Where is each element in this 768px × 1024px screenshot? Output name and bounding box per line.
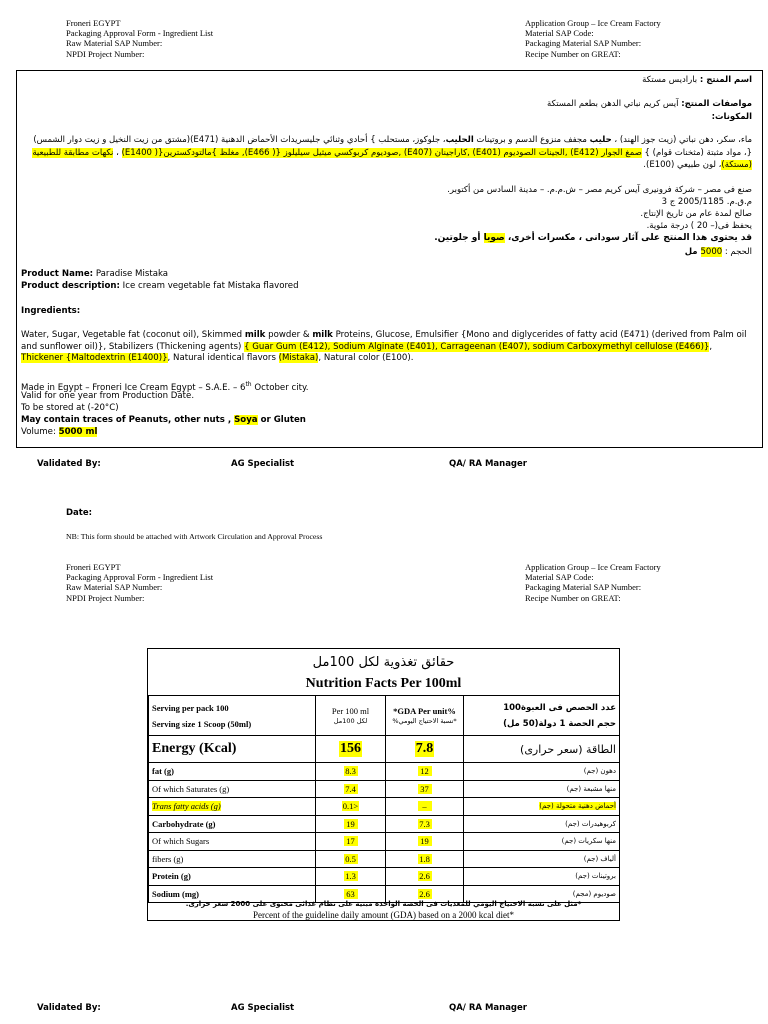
col-gda <box>386 696 464 736</box>
nutrient-label-ar: منها مشبعة (جم) <box>566 784 616 793</box>
nutrient-row <box>149 833 620 851</box>
nutrient-label-ar: كربوهيدرات (جم) <box>565 819 616 828</box>
en-product-name-value: Paradise Mistaka <box>93 269 169 279</box>
nutrient-value: 8.3 <box>345 766 356 777</box>
nutrient-label-ar-cell <box>464 850 620 868</box>
nutrient-label-en-cell <box>149 763 316 781</box>
nutrient-label-en: Sodium (mg) <box>152 888 199 899</box>
col-gda-ar: *نسبة الاحتياج اليومي% <box>392 716 457 725</box>
en-ing-milk2: milk <box>312 330 333 340</box>
ar-ing-highlight-stabilizers: صمغ الجوار (E412) ,الجينات الصوديوم (E401) ,كاراجينان (E407) ,صوديوم كربوكسي ميثيل سيليلوز {( E466), مغلظ }مالتودكسترين{( E1400) <box>121 147 642 158</box>
nutrition-footnote-ar: *مثل على نسبة الاحتياج اليومي للمغذيات فى الحصة الواحدة مبنية على نظام غذائى محتوى على 2000 سعر حرارى. <box>185 900 582 908</box>
en-ing-highlight-thickener: Thickener {Maltodextrin (E1400)} <box>21 353 168 364</box>
nutrient-label-en: fat (g) <box>152 766 174 777</box>
nutrition-facts-box <box>147 648 620 921</box>
header-app-group: Application Group – Ice Cream Factory <box>525 18 661 28</box>
ar-volume-unit: مل <box>684 247 701 257</box>
en-made-in-part1: Made in Egypt – Froneri Ice Cream Egypt – S.A.E. – 6 <box>21 382 246 393</box>
nutrient-row <box>149 763 620 781</box>
en-stored: To be stored at (-20°C) <box>21 403 119 413</box>
header-left <box>66 18 213 59</box>
nutrient-value-cell <box>316 850 386 868</box>
header-material-sap-2: Material SAP Code: <box>525 572 594 583</box>
ar-ing-milk: حليب <box>589 135 612 145</box>
nutrient-value: 1.3 <box>345 871 356 882</box>
ag-specialist-label: AG Specialist <box>231 459 295 469</box>
nutrient-value-cell <box>316 815 386 833</box>
nutrient-value: 0.1> <box>342 801 359 812</box>
serving-info-en <box>149 696 316 736</box>
en-made-in-sup: th <box>245 381 252 388</box>
qa-manager-label: QA/ RA Manager <box>449 459 527 469</box>
nutrient-value-cell <box>316 763 386 781</box>
en-allergen-part2: or Gluten <box>257 415 306 425</box>
nutrient-value-cell <box>316 833 386 851</box>
nutrient-gda: 7.3 <box>419 818 430 829</box>
en-ing-highlight-flavor: (Mistaka) <box>278 353 319 364</box>
nutrient-gda-cell <box>386 833 464 851</box>
header-right-2 <box>525 562 661 603</box>
energy-label-en: Energy (Kcal) <box>149 736 316 763</box>
nutrient-label-ar: صوديوم (مجم) <box>572 889 616 898</box>
nutrient-label-en: fibers (g) <box>152 853 184 864</box>
nutrition-title-ar: حقائق تغذوية لكل 100مل <box>312 655 455 670</box>
nutrient-gda: 12 <box>418 766 432 776</box>
header-npdi-2: NPDI Project Number: <box>66 592 145 603</box>
nb-note: NB: This form should be attached with Artwork Circulation and Approval Process <box>66 532 323 541</box>
nutrient-value: 0.5 <box>345 853 356 864</box>
nutrition-footnote-en: Percent of the guideline daily amount (GDA) based on a 2000 kcal diet* <box>253 910 514 920</box>
validated-by-label-2: Validated By: <box>37 1003 101 1013</box>
nutrient-label-ar-cell <box>464 868 620 886</box>
ar-made-in: صنع فى مصر – شركة فرونيرى آيس كريم مصر – ش.م.م. – مدينة السادس من أكتوبر. <box>447 185 752 195</box>
en-valid: Valid for one year from Production Date. <box>21 391 195 401</box>
nutrient-row <box>149 780 620 798</box>
en-product-name-label: Product Name: <box>21 269 94 279</box>
en-ing-part3: Proteins, Glucose, Emulsifier {Mono and diglycerides of fatty acid (E471) (derived from Palm oil and sunflower oil)}, Stabilizers (Thickening agents) <box>21 330 747 352</box>
ar-ing-milk2: الحليب <box>445 135 474 145</box>
ar-volume-value: 5000 <box>700 247 723 257</box>
header-app-group-2: Application Group – Ice Cream Factory <box>525 562 661 572</box>
en-allergen-soy: Soya <box>234 415 258 425</box>
en-ing-part6: , Natural color (E100). <box>318 353 414 364</box>
col-gda-en: *GDA Per unit% <box>393 705 456 716</box>
serving-size-ar: حجم الحصة 1 دولة(50 مل) <box>503 718 616 729</box>
ag-specialist-label-2: AG Specialist <box>231 1003 295 1013</box>
nutrient-label-ar: منها سكريات (جم) <box>561 837 616 846</box>
en-product-name <box>21 269 756 281</box>
nutrition-table <box>148 695 620 903</box>
ar-ing-part3: ، جلوكوز، مستحلب } أحادي وثنائي جليسريدات الأحماض الدهنية (E471)(مشتق من زيت النخيل و زيت دوار الشمس) {، مواد مثبتة (مثخنات قوام) } <box>33 135 752 158</box>
nutrient-row <box>149 850 620 868</box>
en-ingredients-label <box>21 306 756 318</box>
ar-ing-part1: ماء، سكر، دهن نباتي (زيت جوز الهند) ، <box>611 135 752 145</box>
ar-ingredients-label-text: المكونات: <box>711 112 752 122</box>
nutrient-value: 63 <box>344 889 358 899</box>
nutrient-label-en-cell <box>149 868 316 886</box>
nutrient-gda-cell <box>386 763 464 781</box>
ar-allergen-soy: صويا <box>483 233 505 243</box>
ar-volume-label: الحجم : <box>722 247 752 257</box>
nutrient-label-ar: دهون (جم) <box>583 767 616 776</box>
ar-spec-label: مواصفات المنتج: <box>681 99 752 109</box>
nutrient-gda-cell <box>386 815 464 833</box>
nutrient-label-ar-cell <box>464 798 620 816</box>
nutrient-label-en-cell <box>149 815 316 833</box>
nutrient-label-en-cell <box>149 850 316 868</box>
energy-value: 156 <box>340 741 361 756</box>
nutrient-label-ar-cell <box>464 833 620 851</box>
nutrient-gda-cell <box>386 780 464 798</box>
nutrient-label-ar: ألياف (جم) <box>583 854 616 863</box>
nutrient-label-en-cell <box>149 798 316 816</box>
en-ingredients-label-text: Ingredients: <box>21 306 81 316</box>
ar-product-name-value: باراديس مستكة <box>642 75 700 85</box>
energy-value-cell <box>316 736 386 763</box>
header-recipe: Recipe Number on GREAT: <box>525 48 621 59</box>
ar-validity: صالح لمدة عام من تاريخ الإنتاج. <box>640 209 752 219</box>
serving-per-pack-ar: عدد الحصص فى العبوة100 <box>503 702 616 713</box>
ar-allergen-part2: أو جلوتين. <box>434 233 484 243</box>
en-ing-part2: powder & <box>265 330 313 340</box>
header-form-title: Packaging Approval Form - Ingredient List <box>66 28 214 39</box>
ar-spec-value: آيس كريم نباتي الدهن بطعم المستكة <box>546 99 682 109</box>
en-ing-highlight-stabilizers: { Guar Gum (E412), Sodium Alginate (E401), Carrageenan (E407), sodium Carboxymethyl cellulose (E466)} <box>244 341 710 352</box>
en-ing-milk: milk <box>244 330 266 340</box>
ar-allergen <box>434 232 752 245</box>
header-material-sap: Material SAP Code: <box>525 28 594 39</box>
nutrient-row <box>149 868 620 886</box>
en-allergen <box>21 415 756 427</box>
nutrient-label-en: Protein (g) <box>152 871 191 882</box>
header-company-2: Froneri EGYPT <box>66 562 121 572</box>
ar-ingredients <box>23 134 752 172</box>
nutrient-label-ar: أحماض دهنية متحولة (جم) <box>539 802 616 811</box>
nutrient-value-cell <box>316 780 386 798</box>
en-ing-part1: Water, Sugar, Vegetable fat (coconut oil), Skimmed <box>21 330 245 340</box>
nutrient-row <box>149 798 620 816</box>
en-description-value: Ice cream vegetable fat Mistaka flavored <box>119 281 299 291</box>
nutrient-label-en: Of which Saturates (g) <box>152 783 230 794</box>
en-ing-part5: , Natural identical flavors <box>167 353 279 364</box>
nutrient-label-en: Carbohydrate (g) <box>152 818 216 829</box>
en-volume-label: Volume: <box>21 427 59 437</box>
col-per-100ml-ar: لكل 100مل <box>333 716 368 725</box>
en-ing-part4: , <box>709 341 713 352</box>
nutrient-label-ar-cell <box>464 763 620 781</box>
serving-per-pack: Serving per pack 100 <box>152 702 229 713</box>
nutrient-gda-cell <box>386 868 464 886</box>
en-description-label: Product description: <box>21 281 120 291</box>
ar-storage: يحفظ فى(– 20 ) درجة مئوية. <box>646 221 752 231</box>
header-right <box>525 18 661 59</box>
energy-gda: 7.8 <box>415 741 434 756</box>
ar-registration: م.ق.م. 2005/1185 ج 3 <box>661 197 752 207</box>
nutrient-label-en-cell <box>149 833 316 851</box>
header-npdi: NPDI Project Number: <box>66 48 145 59</box>
ar-product-name-label: اسم المنتج : <box>699 75 752 85</box>
ingredient-list-box <box>16 70 763 448</box>
nutrient-value-cell <box>316 798 386 816</box>
header-recipe-2: Recipe Number on GREAT: <box>525 592 621 603</box>
date-label: Date: <box>66 508 93 518</box>
nutrient-label-en: Of which Sugars <box>152 836 210 847</box>
en-description <box>21 281 756 293</box>
header-company: Froneri EGYPT <box>66 18 121 28</box>
en-volume <box>21 427 756 439</box>
nutrient-label-en-cell <box>149 780 316 798</box>
col-per-100ml-en: Per 100 ml <box>331 705 370 716</box>
en-ingredients <box>21 330 756 365</box>
header-form-title-2: Packaging Approval Form - Ingredient List <box>66 572 214 583</box>
energy-label-ar: الطاقة (سعر حرارى) <box>464 736 620 763</box>
ar-ing-part2: مجفف منزوع الدسم و بروتينات <box>473 135 590 145</box>
en-made-in-part2: October city. <box>251 382 309 393</box>
nutrient-value: 17 <box>344 836 358 846</box>
ar-allergen-part1: قد يحتوى هذا المنتج على آثار سودانى ، مكسرات أخرى، <box>504 233 752 243</box>
ar-ingredients-label <box>712 111 752 124</box>
nutrient-value: 19 <box>344 819 358 829</box>
nutrient-row <box>149 815 620 833</box>
serving-info-ar <box>464 696 620 736</box>
header-left-2 <box>66 562 213 603</box>
nutrient-label-ar-cell <box>464 815 620 833</box>
serving-size: Serving size 1 Scoop (50ml) <box>152 718 252 729</box>
ar-volume <box>685 246 752 259</box>
ar-ing-highlight-flavor: نكهات مطابقة للطبيعية (مستكة) <box>32 147 752 170</box>
ar-ing-part4: ، <box>113 147 122 158</box>
nutrient-label-en: Trans fatty acids (g) <box>152 801 221 812</box>
nutrition-title-en: Nutrition Facts Per 100ml <box>305 676 462 691</box>
nutrient-gda: 37 <box>418 784 432 794</box>
en-allergen-part1: May contain traces of Peanuts, other nuts , <box>21 415 235 425</box>
nutrient-gda: 2.6 <box>419 871 430 882</box>
nutrient-gda: – <box>418 801 432 811</box>
header-packaging-sap-2: Packaging Material SAP Number: <box>525 582 642 593</box>
ar-ing-part5: ، لون طبيعي (E100). <box>643 160 722 170</box>
ar-product-name <box>642 74 752 87</box>
header-raw-material: Raw Material SAP Number: <box>66 38 163 49</box>
en-volume-value: 5000 ml <box>58 427 98 437</box>
nutrient-gda-cell <box>386 850 464 868</box>
nutrient-label-ar-cell <box>464 780 620 798</box>
header-packaging-sap: Packaging Material SAP Number: <box>525 38 642 49</box>
energy-gda-cell <box>386 736 464 763</box>
ar-spec <box>547 98 752 111</box>
nutrient-value-cell <box>316 868 386 886</box>
validated-by-label: Validated By: <box>37 459 101 469</box>
energy-row <box>149 736 620 763</box>
nutrient-gda: 19 <box>418 836 432 846</box>
nutrient-value: 7.4 <box>345 783 356 794</box>
header-raw-material-2: Raw Material SAP Number: <box>66 582 163 593</box>
nutrient-gda-cell <box>386 798 464 816</box>
nutrient-gda: 1.8 <box>419 853 430 864</box>
nutrition-header-row <box>149 696 620 736</box>
col-per-100ml <box>316 696 386 736</box>
qa-manager-label-2: QA/ RA Manager <box>449 1003 527 1013</box>
nutrient-rows <box>149 763 620 903</box>
nutrient-gda: 2.6 <box>419 888 430 899</box>
nutrient-label-ar: بروتينات (جم) <box>575 872 616 881</box>
